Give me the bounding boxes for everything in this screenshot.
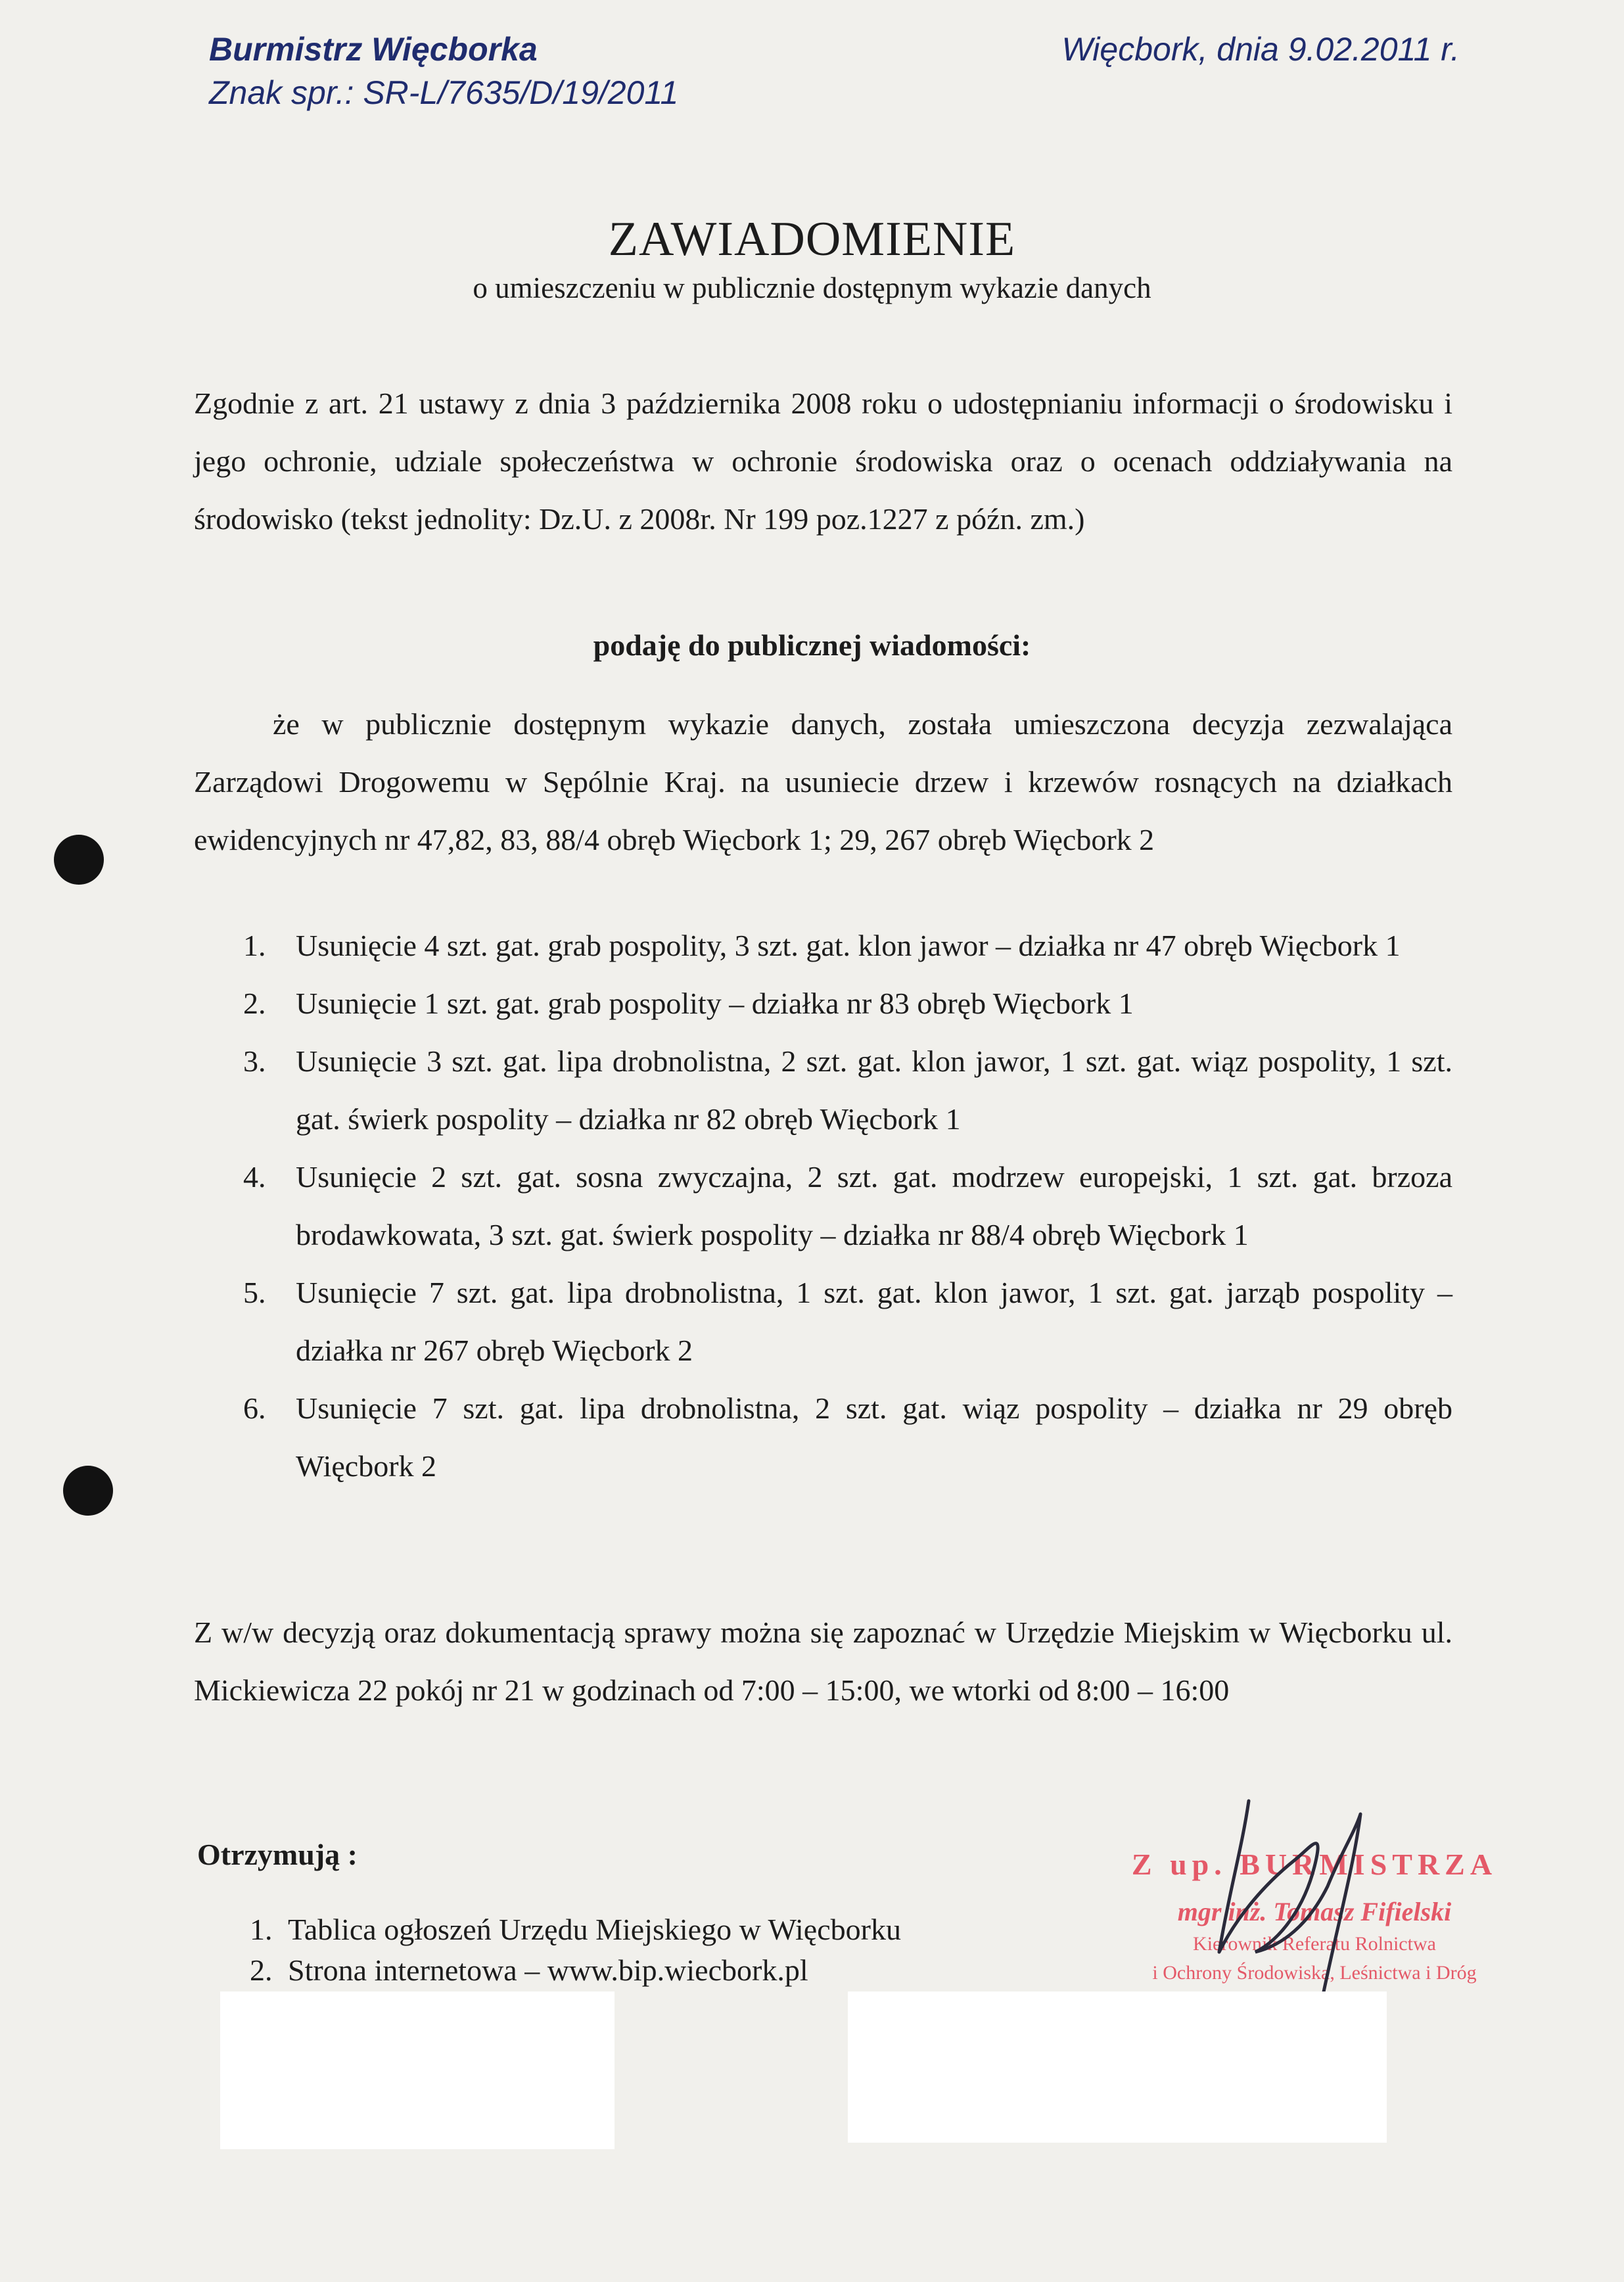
- punch-hole: [54, 835, 104, 885]
- list-item-number: 1.: [250, 1913, 273, 1946]
- list-item: [243, 917, 1452, 975]
- list-item: [243, 975, 1452, 1033]
- stamp-role-line-2: i Ochrony Środowiska, Leśnictwa i Dróg: [1152, 1962, 1477, 1984]
- recipients-list: [250, 1909, 901, 1991]
- list-item-number: 2.: [243, 987, 266, 1020]
- place-date: Więcbork, dnia 9.02.2011 r.: [1061, 31, 1460, 68]
- redacted-area: [848, 1991, 1387, 2143]
- document-subtitle: o umieszczeniu w publicznie dostępnym wykazie danych: [473, 271, 1151, 304]
- list-item: [250, 1909, 901, 1950]
- list-item-text: Usunięcie 2 szt. gat. sosna zwyczajna, 2 szt. gat. modrzew europejski, 1 szt. gat. brzoza brodawkowata, 3 szt. gat. świerk pospolity – działka nr 88/4 obręb Więcbork 1: [296, 1160, 1452, 1251]
- punch-hole: [63, 1466, 113, 1516]
- list-item: [243, 1380, 1452, 1495]
- list-item: [250, 1950, 901, 1991]
- list-item-number: 1.: [243, 929, 266, 962]
- list-item: [243, 1033, 1452, 1148]
- recipients-title: Otrzymują :: [197, 1838, 358, 1871]
- list-item: [243, 1264, 1452, 1380]
- announcement-heading: podaję do publicznej wiadomości:: [593, 628, 1031, 662]
- list-item-text: Usunięcie 7 szt. gat. lipa drobnolistna, 1 szt. gat. klon jawor, 1 szt. gat. jarząb pospolity – działka nr 267 obręb Więcbork 2: [296, 1276, 1452, 1367]
- list-item-text: Strona internetowa – www.bip.wiecbork.pl: [288, 1953, 808, 1987]
- list-item-number: 5.: [243, 1276, 266, 1309]
- decision-list: [243, 917, 1452, 1495]
- list-item-text: Usunięcie 4 szt. gat. grab pospolity, 3 szt. gat. klon jawor – działka nr 47 obręb Więcbork 1: [296, 929, 1401, 962]
- list-item-number: 2.: [250, 1953, 273, 1987]
- stamp-role-line-1: Kierownik Referatu Rolnictwa: [1193, 1933, 1436, 1955]
- list-item-text: Usunięcie 1 szt. gat. grab pospolity – działka nr 83 obręb Więcbork 1: [296, 987, 1134, 1020]
- list-item-text: Usunięcie 7 szt. gat. lipa drobnolistna, 2 szt. gat. wiąz pospolity – działka nr 29 obręb Więcbork 2: [296, 1391, 1452, 1483]
- redacted-area: [220, 1991, 615, 2149]
- list-item: [243, 1148, 1452, 1264]
- list-item-number: 3.: [243, 1044, 266, 1078]
- case-number: Znak spr.: SR-L/7635/D/19/2011: [209, 74, 679, 111]
- issuer: Burmistrz Więcborka: [209, 31, 538, 68]
- list-item-number: 4.: [243, 1160, 266, 1194]
- decision-paragraph: że w publicznie dostępnym wykazie danych, została umieszczona decyzja zezwalająca Zarządowi Drogowemu w Sępólnie Kraj. na usuniecie drzew i krzewów rosnących na działkach ewidencyjnych nr 47,82, 83, 88/4 obręb Więcbork 1; 29, 267 obręb Więcbork 2: [194, 707, 1452, 856]
- stamp-name: mgr inż. Tomasz Fifielski: [1177, 1897, 1452, 1926]
- office-hours-paragraph: Z w/w decyzją oraz dokumentacją sprawy można się zapoznać w Urzędzie Miejskim w Więcborku ul. Mickiewicza 22 pokój nr 21 w godzinach od 7:00 – 15:00, we wtorki od 8:00 – 16:00: [194, 1616, 1452, 1707]
- list-item-text: Tablica ogłoszeń Urzędu Miejskiego w Więcborku: [288, 1913, 901, 1946]
- list-item-number: 6.: [243, 1391, 266, 1425]
- stamp-title: Z up. BURMISTRZA: [1131, 1848, 1498, 1881]
- legal-basis-paragraph: Zgodnie z art. 21 ustawy z dnia 3 października 2008 roku o udostępnianiu informacji o środowisku i jego ochronie, udziale społeczeństwa w ochronie środowiska oraz o ocenach oddziaływania na środowisko (tekst jednolity: Dz.U. z 2008r. Nr 199 poz.1227 z późn. zm.): [194, 386, 1452, 536]
- list-item-text: Usunięcie 3 szt. gat. lipa drobnolistna, 2 szt. gat. klon jawor, 1 szt. gat. wiąz pospolity, 1 szt. gat. świerk pospolity – działka nr 82 obręb Więcbork 1: [296, 1044, 1452, 1136]
- document-title: ZAWIADOMIENIE: [608, 212, 1016, 266]
- header-left: [209, 28, 678, 114]
